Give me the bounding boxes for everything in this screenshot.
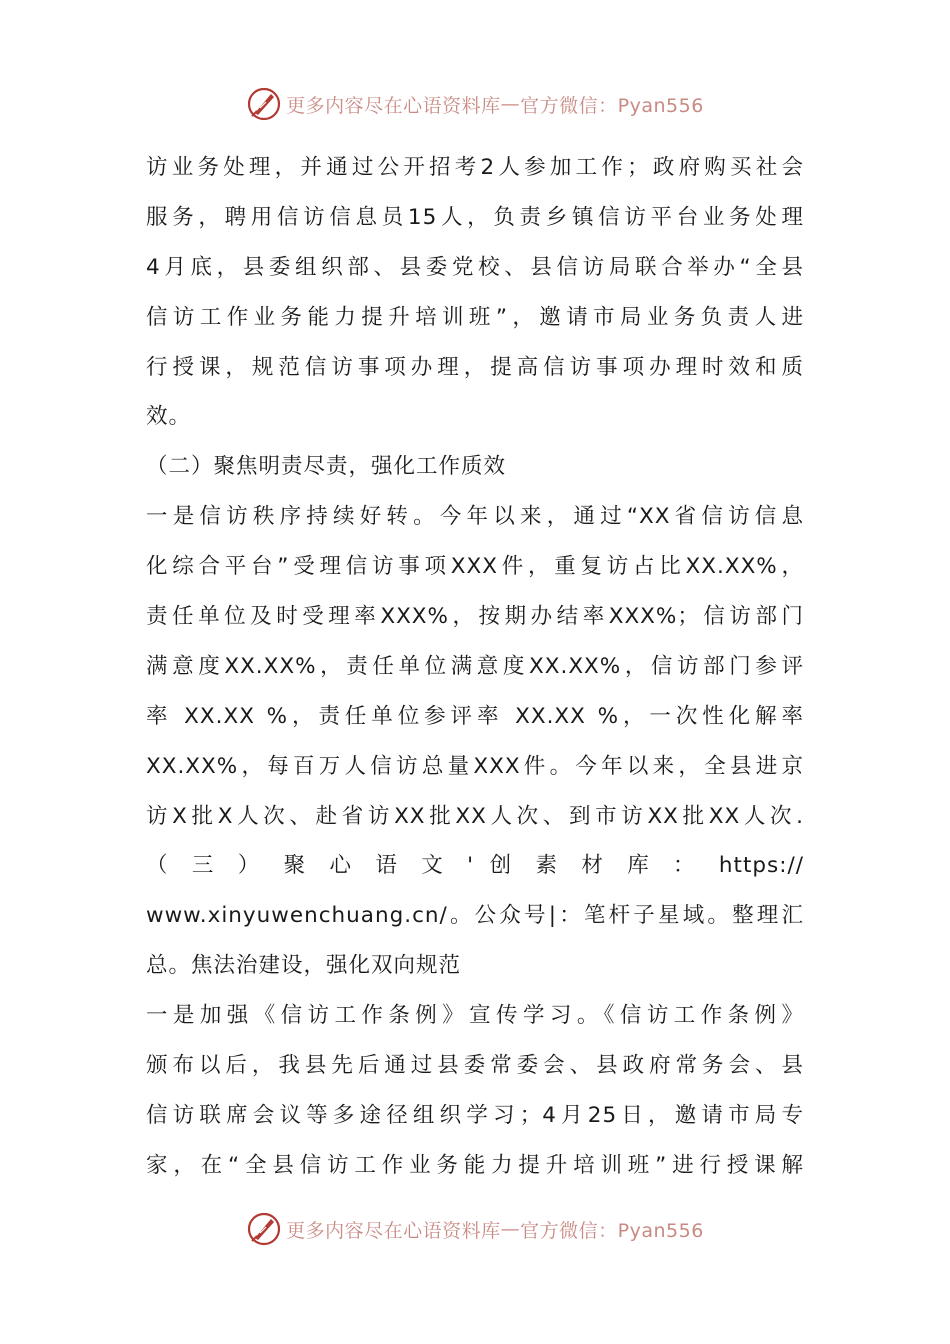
footer-watermark-text: 更多内容尽在心语资料库 <box>286 1219 501 1242</box>
text-line: 颁布以后，我县先后通过县委常委会、县政府常务会、县 <box>146 1053 804 1079</box>
header-watermark-dash: — <box>500 93 521 115</box>
text-line: 一是信访秩序持续好转。今年以来，通过“XX省信访信息 <box>146 504 804 530</box>
header-watermark-text: 更多内容尽在心语资料库 <box>286 94 501 117</box>
text-line: XX.XX%，每百万人信访总量XXX件。今年以来，全县进京 <box>146 753 804 779</box>
text-line: （二）聚焦明责尽责，强化工作质效 <box>146 454 507 480</box>
quill-pen-logo-icon <box>246 1211 282 1247</box>
text-line: 化综合平台”受理信访事项XXX件，重复访占比XX.XX%， <box>146 554 804 580</box>
text-line: 满意度XX.XX%，责任单位满意度XX.XX%，信访部门参评 <box>146 653 804 679</box>
quill-pen-logo-icon <box>246 86 282 122</box>
text-line: 效。 <box>146 404 192 430</box>
footer-watermark-wechat: 官方微信：Pyan556 <box>520 1219 704 1242</box>
text-line: 行授课，规范信访事项办理，提高信访事项办理时效和质 <box>146 354 804 380</box>
text-line: 访X批X人次、赴省访XX批XX人次、到市访XX批XX人次. <box>146 803 804 829</box>
text-line: 责任单位及时受理率XXX%，按期办结率XXX%；信访部门 <box>146 604 804 630</box>
text-line: 信访工作业务能力提升培训班”，邀请市局业务负责人进 <box>146 304 804 330</box>
text-line: 访业务处理，并通过公开招考2人参加工作；政府购买社会 <box>146 155 804 180</box>
text-line: 率 XX.XX %，责任单位参评率 XX.XX %，一次性化解率 <box>146 703 804 729</box>
text-line: 服务，聘用信访信息员15人，负责乡镇信访平台业务处理 <box>146 204 804 230</box>
text-line: www.xinyuwenchuang.cn/。公众号|：笔杆子星域。整理汇 <box>146 903 804 929</box>
text-line: 家，在“全县信访工作业务能力提升培训班”进行授课解 <box>146 1152 804 1178</box>
footer-watermark-banner <box>0 1209 950 1249</box>
text-line: 4月底，县委组织部、县委党校、县信访局联合举办“全县 <box>146 254 804 280</box>
header-watermark-banner <box>0 84 950 124</box>
text-line: 信访联席会议等多途径组织学习；4月25日，邀请市局专 <box>146 1102 804 1128</box>
text-line: 一是加强《信访工作条例》宣传学习。《信访工作条例》 <box>146 1003 804 1029</box>
footer-watermark-dash: — <box>500 1218 521 1240</box>
text-line: （ 三 ） 聚 心 语 文 ' 创 素 材 库 ： https:// <box>146 853 804 879</box>
header-watermark-wechat: 官方微信：Pyan556 <box>520 94 704 117</box>
document-body <box>146 143 804 1191</box>
text-line: 总。焦法治建设，强化双向规范 <box>146 953 462 979</box>
